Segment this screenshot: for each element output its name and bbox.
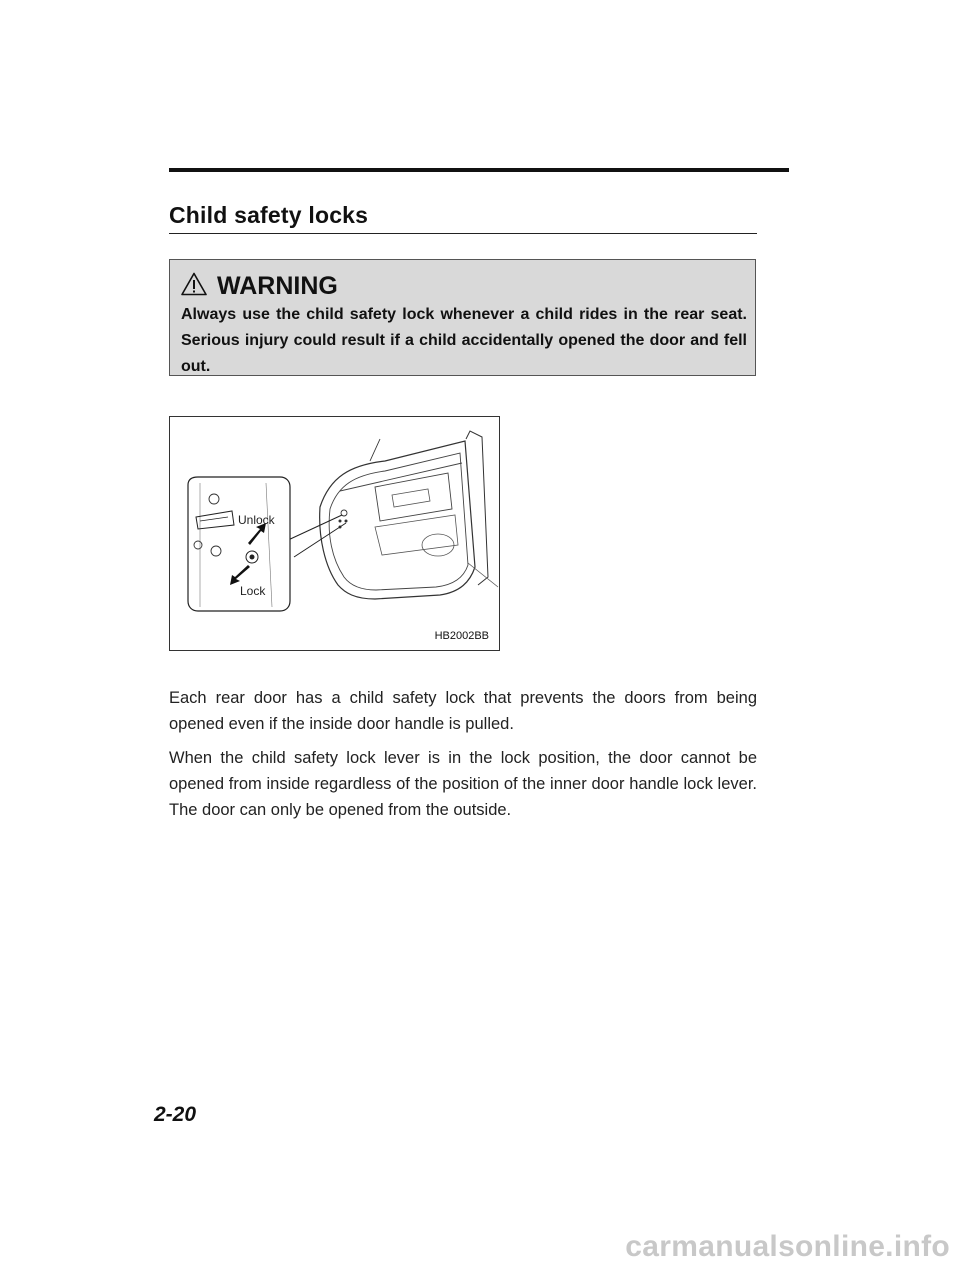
watermark: carmanualsonline.info: [625, 1230, 950, 1263]
lock-label: Lock: [240, 584, 266, 598]
warning-text: Always use the child safety lock whenever a child rides in the rear seat. Serious injury could result if a child accidentally opened the door and fell out.: [181, 306, 747, 375]
unlock-label: Unlock: [238, 513, 275, 527]
figure-code: HB2002BB: [434, 630, 489, 642]
warning-heading: WARNING: [217, 272, 338, 300]
title-underline: [169, 233, 757, 234]
warning-box: [169, 259, 756, 376]
warning-triangle-icon: [181, 272, 207, 296]
page-number: 2-20: [154, 1103, 197, 1126]
body-paragraph-2: When the child safety lock lever is in the lock position, the door cannot be opened from inside regardless of the position of the inner door handle lock lever. The door can only be opened from the outside.: [169, 748, 757, 819]
section-title: Child safety locks: [169, 202, 369, 228]
body-paragraph-1: Each rear door has a child safety lock that prevents the doors from being opened even if the inside door handle is pulled.: [169, 688, 757, 733]
child-lock-illustration: [169, 416, 500, 651]
top-rule: [169, 168, 789, 172]
door-illustration-drawing: [170, 417, 499, 650]
